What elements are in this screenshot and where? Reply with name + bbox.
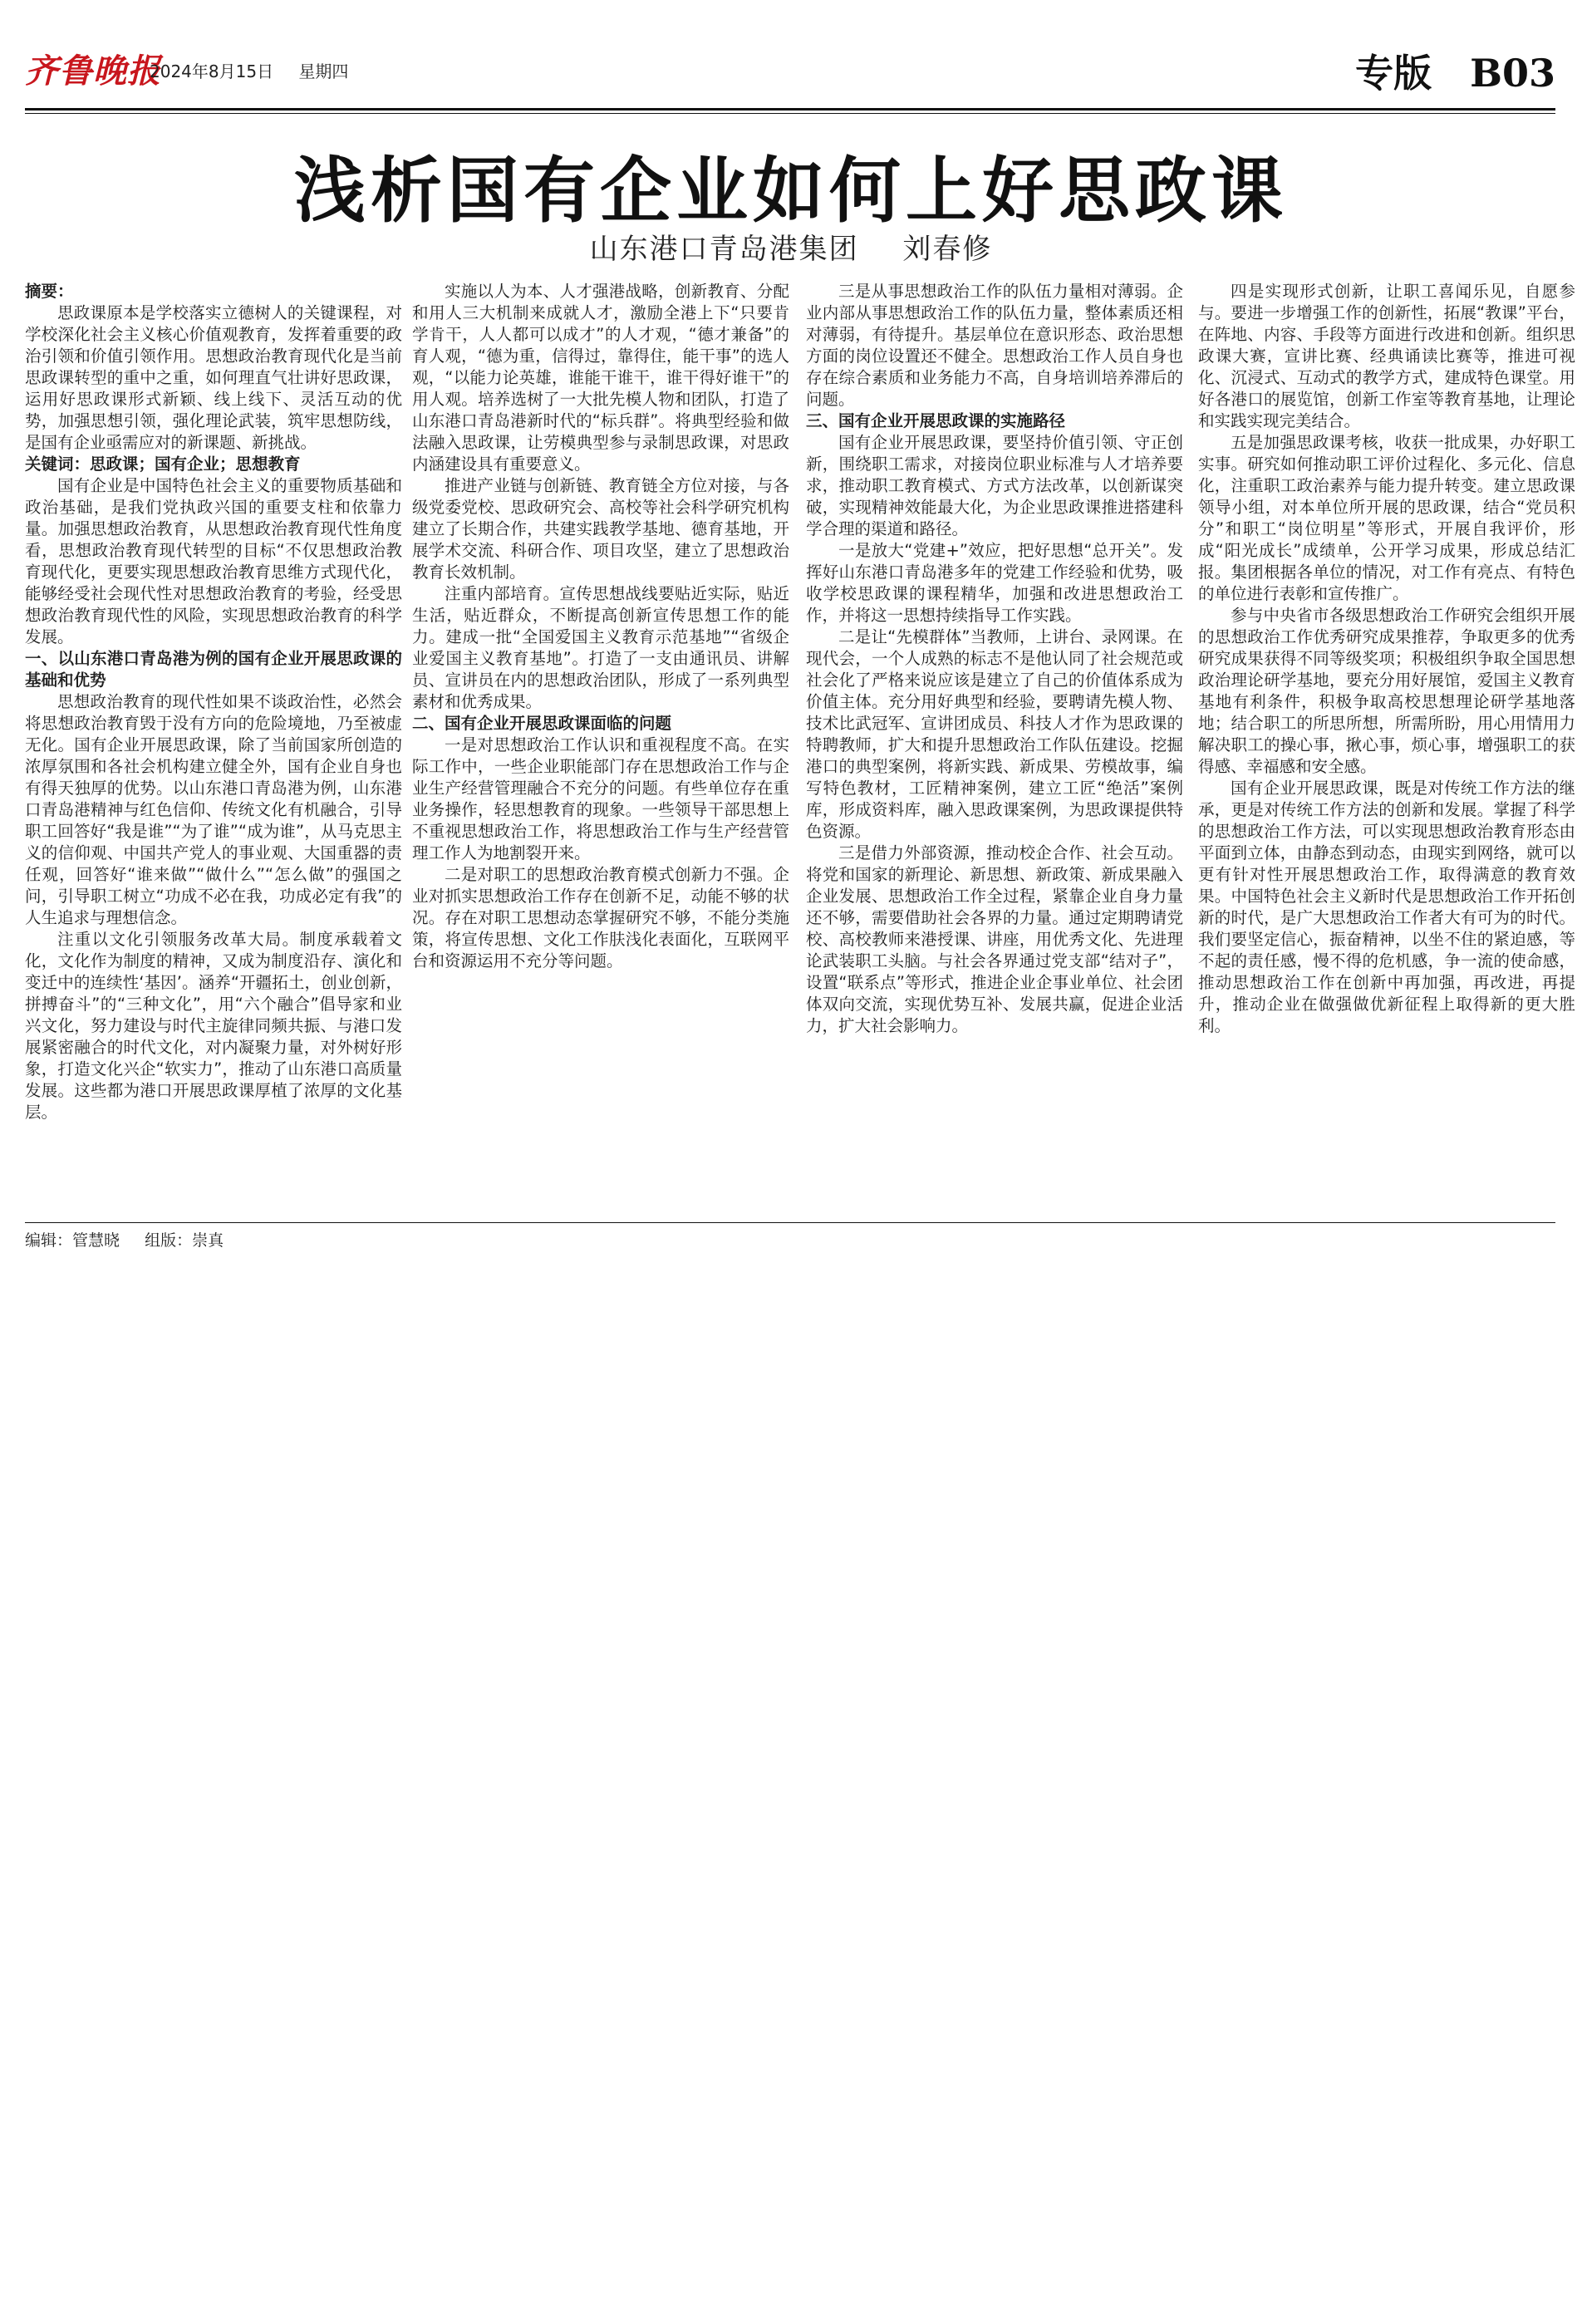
keywords-line: [25, 454, 402, 475]
section-name: 专版: [1355, 51, 1432, 96]
keywords-label: 关键词：: [25, 454, 91, 474]
masthead: [25, 37, 1555, 111]
section-heading-2: 二、国有企业开展思政课面临的问题: [412, 714, 672, 733]
editor-credit: 编辑：管慧晓: [25, 1231, 120, 1250]
paragraph: 二是对职工的思想政治教育模式创新力不强。企业对抓实思想政治工作存在创新不足，动能不够的状况。存在对职工思想动态掌握研究不够，不能分类施策，将宣传思想、文化工作肤浅化表面化，互联网平台和资源运用不充分等问题。: [412, 865, 789, 970]
paragraph: 一是对思想政治工作认识和重视程度不高。在实际工作中，一些企业职能部门存在思想政治工作与企业生产经营管理融合不充分的问题。有些单位存在重业务操作，轻思想教育的现象。一些领导干部思想上不重视思想政治工作，将思想政治工作与生产经营管理工作人为地割裂开来。: [412, 735, 789, 862]
keywords-text: 思政课；国有企业；思想教育: [90, 454, 301, 474]
paragraph: 二是让“先模群体”当教师，上讲台、录网课。在现代会，一个人成熟的标志不是他认同了社会规范或社会化了严格来说应该是建立了自己的价值体系成为价值主体。充分用好典型和经验，要聘请先模人物、技术比武冠军、宣讲团成员、科技人才作为思政课的特聘教师，扩大和提升思想政治工作队伍建设。挖掘港口的典型案例，将新实践、新成果、劳模故事，编写特色教材，工匠精神案例，建立工匠“绝活”案例库，形成资料库，融入思政课案例，为思政课提供特色资源。: [806, 627, 1183, 841]
section-heading-1: 一、以山东港口青岛港为例的国有企业开展思政课的基础和优势: [25, 649, 402, 690]
paragraph: 三是从事思想政治工作的队伍力量相对薄弱。企业内部从事思想政治工作的队伍力量，整体素质还相对薄弱，有待提升。基层单位在意识形态、政治思想方面的岗位设置还不健全。思想政治工作人员自身也存在综合素质和业务能力不高，自身培训培养滞后的问题。: [806, 282, 1183, 409]
newspaper-logo: 齐鲁晚报: [25, 52, 161, 91]
paragraph: 注重以文化引领服务改革大局。制度承载着文化，文化作为制度的精神，又成为制度沿存、演化和变迁中的连续性‘基因’。涵养“开疆拓土，创业创新，拼搏奋斗”的“三种文化”，用“六个融合”倡导家和业兴文化，努力建设与时代主旋律同频共振、与港口发展紧密融合的时代文化，对内凝聚力量，对外树好形象，打造文化兴企“软实力”，推动了山东港口高质量发展。这些都为港口开展思政课厚植了浓厚的文化基层。: [25, 930, 402, 1122]
dateline: [150, 58, 368, 82]
paragraph: 实施以人为本、人才强港战略，创新教育、分配和用人三大机制来成就人才，激励全港上下“只要肯学肯干，人人都可以成才”的人才观，“德才兼备”的育人观，“德为重，信得过，靠得住，能干事”的选人观，“以能力论英雄，谁能干谁干，谁干得好谁干”的用人观。培养选树了一大批先模人物和团队，打造了山东港口青岛港新时代的“标兵群”。将典型经验和做法融入思政课，让劳模典型参与录制思政课，对思政内涵建设具有重要意义。: [412, 282, 789, 474]
paragraph: 思想政治教育的现代性如果不谈政治性，必然会将思想政治教育毁于没有方向的危险境地，乃至被虚无化。国有企业开展思政课，除了当前国家所创造的浓厚氛围和各社会机构建立健全外，国有企业自身也有得天独厚的优势。以山东港口青岛港为例，山东港口青岛港精神与红色信仰、传统文化有机融合，引导职工回答好“我是谁”“为了谁”“成为谁”，从马克思主义的信仰观、中国共产党人的事业观、大国重器的责任观，回答好“谁来做”“做什么”“怎么做”的强国之问，引导职工树立“功成不必在我，功成必定有我”的人生追求与理想信念。: [25, 692, 402, 927]
paragraph: 三是借力外部资源，推动校企合作、社会互动。将党和国家的新理论、新思想、新政策、新成果融入企业发展、思想政治工作全过程，紧靠企业自身力量还不够，需要借助社会各界的力量。通过定期聘请党校、高校教师来港授课、讲座，用优秀文化、先进理论武装职工头脑。与社会各界通过党支部“结对子”，设置“联系点”等形式，推进企业企事业单位、社会团体双向交流，实现优势互补、发展共赢，促进企业活力，扩大社会影响力。: [806, 843, 1183, 1035]
section-header: [1355, 43, 1555, 98]
paragraph: 国有企业开展思政课，要坚持价值引领、守正创新，围绕职工需求，对接岗位职业标准与人才培养要求，推动职工教育模式、方式方法改革，以创新谋突破，实现精神效能最大化，为企业思政课推进搭建科学合理的渠道和路径。: [806, 433, 1183, 538]
top-rule-thin: [25, 113, 1555, 114]
column-3: [806, 281, 1183, 1207]
paragraph: 四是实现形式创新，让职工喜闻乐见，自愿参与。要进一步增强工作的创新性，拓展“教课”平台，在阵地、内容、手段等方面进行改进和创新。组织思政课大赛，宣讲比赛、经典诵读比赛等，推进可视化、沉浸式、互动式的教学方式，建成特色课堂。用好各港口的展览馆，创新工作室等教育基地，让理论和实践实现完美结合。: [1198, 282, 1575, 430]
paragraph: 参与中央省市各级思想政治工作研究会组织开展的思想政治工作优秀研究成果推荐，争取更多的优秀研究成果获得不同等级奖项；积极组织争取全国思想政治理论研学基地，要充分用好展馆，爱国主义教育基地有利条件，积极争取高校思想理论研学基地落地；结合职工的所思所想，所需所盼，用心用情用力解决职工的操心事，揪心事，烦心事，增强职工的获得感、幸福感和安全感。: [1198, 606, 1575, 776]
paragraph: 一是放大“党建+”效应，把好思想“总开关”。发挥好山东港口青岛港多年的党建工作经验和优势，吸收学校思政课的课程精华，加强和改进思想政治工作，并将这一思想持续指导工作实践。: [806, 541, 1183, 625]
paragraph: 推进产业链与创新链、教育链全方位对接，与各级党委党校、思政研究会、高校等社会科学研究机构建立了长期合作，共建实践教学基地、德育基地，开展学术交流、科研合作、项目攻坚，建立了思想政治教育长效机制。: [412, 476, 789, 582]
paragraph: 国有企业开展思政课，既是对传统工作方法的继承，更是对传统工作方法的创新和发展。掌握了科学的思想政治工作方法，可以实现思想政治教育形态由平面到立体，由静态到动态，由现实到网络，就可以更有针对性开展思想政治工作，取得满意的教育效果。中国特色社会主义新时代是思想政治工作开拓创新的时代，是广大思想政治工作者大有可为的时代。我们要坚定信心，振奋精神，以坐不住的紧迫感，等不起的责任感，慢不得的危机感，争一流的使命感，推动思想政治工作在创新中再加强，再改进，再提升，推动企业在做强做优新征程上取得新的更大胜利。: [1198, 779, 1575, 1035]
byline-organization: 山东港口青岛港集团: [589, 233, 859, 266]
page-number: B03: [1470, 51, 1555, 96]
issue-weekday: 星期四: [298, 61, 349, 81]
paragraph: 国有企业是中国特色社会主义的重要物质基础和政治基础，是我们党执政兴国的重要支柱和依靠力量。加强思想政治教育，从思想政治教育现代性角度看，思想政治教育现代转型的目标“不仅思想政治教育现代化，更要实现思想政治教育思维方式现代化，能够经受社会现代性对思想政治教育的考验，经受思想政治教育现代性的风险，实现思想政治教育的科学发展。: [25, 476, 402, 646]
column-1: [25, 281, 402, 1207]
column-4: [1198, 281, 1575, 1207]
article-headline: 浅析国有企业如何上好思政课: [294, 149, 1288, 233]
bottom-rule: [25, 1222, 1555, 1223]
byline: [0, 226, 1582, 267]
abstract-label: 摘要：: [25, 282, 74, 301]
paragraph: 注重内部培育。宣传思想战线要贴近实际，贴近生活，贴近群众，不断提高创新宣传思想工作的能力。建成一批“全国爱国主义教育示范基地”“省级企业爱国主义教育基地”。打造了一支由通讯员、讲解员、宣讲员在内的思想政治团队，形成了一系列典型素材和优秀成果。: [412, 584, 789, 711]
layout-credit: 组版：崇真: [145, 1231, 224, 1250]
paragraph: 五是加强思政课考核，收获一批成果，办好职工实事。研究如何推动职工评价过程化、多元化、信息化，注重职工政治素养与能力提升转变。建立思政课领导小组，对本单位所开展的思政课，结合“党员积分”和职工“岗位明星”等形式，开展自我评价，形成“阳光成长”成绩单，公开学习成果，形成总结汇报。集团根据各单位的情况，对工作有亮点、有特色的单位进行表彰和宣传推广。: [1198, 433, 1575, 603]
top-rule: [25, 108, 1555, 111]
issue-date: 2024年8月15日: [150, 61, 274, 81]
page-footer: [25, 1228, 243, 1250]
article-body: [0, 281, 1582, 1207]
column-2: [412, 281, 789, 1207]
abstract-text: 思政课原本是学校落实立德树人的关键课程，对学校深化社会主义核心价值观教育，发挥着重要的政治引领和价值引领作用。思想政治教育现代化是当前思政课转型的重中之重，如何理直气壮讲好思政课，运用好思政课形式新颖、线上线下、灵活互动的优势，加强思想引领，强化理论武装，筑牢思想防线，是国有企业亟需应对的新课题、新挑战。: [25, 303, 402, 452]
section-heading-3: 三、国有企业开展思政课的实施路径: [806, 411, 1066, 430]
byline-author: 刘春修: [902, 233, 993, 266]
